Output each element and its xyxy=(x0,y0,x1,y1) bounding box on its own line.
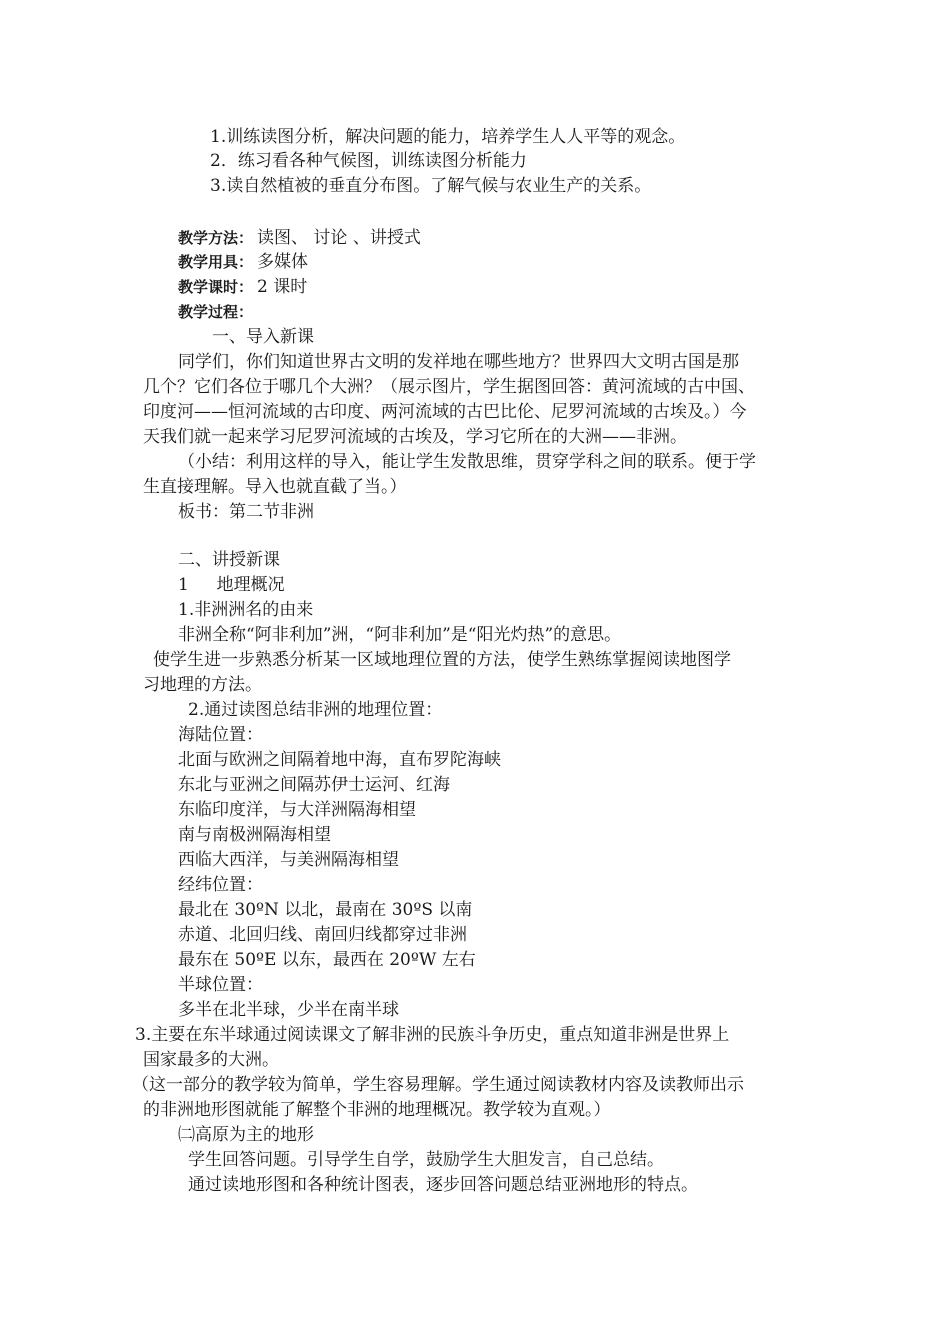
paragraph-line: 的非洲地形图就能了解整个非洲的地理概况。教学较为直观。） xyxy=(143,1100,611,1120)
paragraph-line: 几个？它们各位于哪几个大洲？（展示图片，学生据图回答：黄河流域的古中国、 xyxy=(143,377,755,397)
section-intro-heading: 一、导入新课 xyxy=(212,327,314,347)
subsection-heading: 1.非洲洲名的由来 xyxy=(178,600,314,620)
list-item: 东临印度洋，与大洋洲隔海相望 xyxy=(178,800,416,820)
subsection-heading: 1 地理概况 xyxy=(178,575,285,595)
list-item: 赤道、北回归线、南回归线都穿过非洲 xyxy=(178,925,467,945)
teaching-process xyxy=(178,300,253,325)
paragraph-line: 学生回答问题。引导学生自学，鼓励学生大胆发言，自己总结。 xyxy=(188,1150,664,1170)
list-heading: 海陆位置： xyxy=(178,725,263,745)
list-item: 最北在 30ºN 以北，最南在 30ºS 以南 xyxy=(178,900,473,920)
paragraph-line: 通过读地形图和各种统计图表，逐步回答问题总结亚洲地形的特点。 xyxy=(188,1175,698,1195)
list-heading: 经纬位置： xyxy=(178,875,263,895)
subsection-heading: 2.通过读图总结非洲的地理位置： xyxy=(188,700,443,720)
teaching-method xyxy=(178,226,421,251)
teaching-method-value: 读图、 讨论 、讲授式 xyxy=(257,228,421,248)
list-item: 南与南极洲隔海相望 xyxy=(178,825,331,845)
subsection-heading: ㈡高原为主的地形 xyxy=(178,1125,314,1145)
teaching-tools-value: 多媒体 xyxy=(257,252,309,272)
teaching-hours-value: 2 课时 xyxy=(257,277,308,297)
teaching-tools-label: 教学用具： xyxy=(178,253,254,271)
paragraph-line: 使学生进一步熟悉分析某一区域地理位置的方法，使学生熟练掌握阅读地图学 xyxy=(153,650,731,670)
list-heading: 半球位置： xyxy=(178,975,263,995)
paragraph-line: 习地理的方法。 xyxy=(143,675,262,695)
list-item: 多半在北半球，少半在南半球 xyxy=(178,1000,399,1020)
paragraph-line: 天我们就一起来学习尼罗河流域的古埃及，学习它所在的大洲——非洲。 xyxy=(143,427,687,447)
list-item: 西临大西洋，与美洲隔海相望 xyxy=(178,850,399,870)
paragraph-line: 3.主要在东半球通过阅读课文了解非洲的民族斗争历史，重点知道非洲是世界上 xyxy=(135,1025,730,1045)
section-new-heading: 二、讲授新课 xyxy=(178,550,280,570)
paragraph-line: 生直接理解。导入也就直截了当。） xyxy=(143,477,407,497)
teaching-process-label: 教学过程： xyxy=(178,303,254,321)
teaching-method-label: 教学方法： xyxy=(178,229,254,247)
paragraph-line: 印度河——恒河流域的古印度、两河流域的古巴比伦、尼罗河流域的古埃及。）今 xyxy=(143,402,747,422)
paragraph-line: （这一部分的教学较为简单，学生容易理解。学生通过阅读教材内容及读教师出示 xyxy=(132,1075,744,1095)
list-item: 最东在 50ºE 以东，最西在 20ºW 左右 xyxy=(178,950,476,970)
paragraph-line: 同学们，你们知道世界古文明的发祥地在哪些地方？世界四大文明古国是那 xyxy=(178,352,739,372)
list-item: 东北与亚洲之间隔苏伊士运河、红海 xyxy=(178,775,450,795)
teaching-hours xyxy=(178,275,307,300)
objective-1: 1.训练读图分析，解决问题的能力，培养学生人人平等的观念。 xyxy=(210,127,686,147)
objective-2: 2．练习看各种气候图，训练读图分析能力 xyxy=(210,151,527,171)
list-item: 北面与欧洲之间隔着地中海，直布罗陀海峡 xyxy=(178,750,501,770)
board-note: 板书：第二节非洲 xyxy=(178,502,314,522)
teaching-hours-label: 教学课时： xyxy=(178,278,254,296)
teaching-tools xyxy=(178,250,308,275)
paragraph-line: （小结：利用这样的导入，能让学生发散思维，贯穿学科之间的联系。便于学 xyxy=(178,452,756,472)
paragraph-line: 国家最多的大洲。 xyxy=(143,1050,279,1070)
paragraph-line: 非洲全称“阿非利加”洲，“阿非利加”是“阳光灼热”的意思。 xyxy=(178,625,622,645)
objective-3: 3.读自然植被的垂直分布图。了解气候与农业生产的关系。 xyxy=(210,176,652,196)
